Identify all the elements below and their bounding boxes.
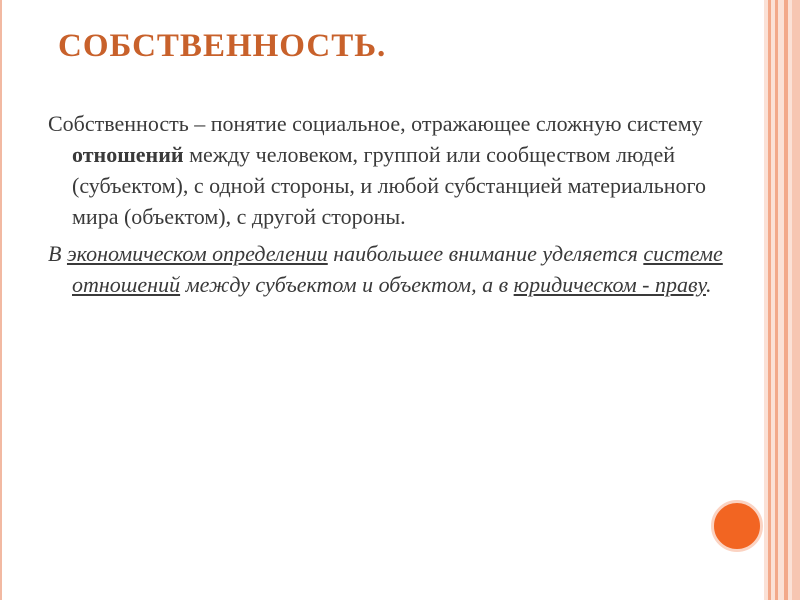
system-of-relations-term: системе отношений bbox=[72, 241, 723, 297]
paragraph-text: В bbox=[48, 241, 67, 266]
legal-right-term: юридическом - праву bbox=[513, 272, 706, 297]
definition-text-continued: между человеком, группой или сообществом людей (субъектом), с одной стороны, и любой субстанцией материального мира (объектом), с другой стороны. bbox=[72, 142, 707, 229]
economic-definition-term: экономическом определении bbox=[66, 241, 328, 266]
paragraph-text: . bbox=[705, 272, 712, 297]
paragraph-text: между субъектом и объектом, а в bbox=[180, 272, 514, 297]
decorative-stripe bbox=[784, 0, 788, 600]
definition-paragraph bbox=[48, 108, 748, 232]
decorative-circle bbox=[711, 500, 763, 552]
slide-title: СОБСТВЕННОСТЬ. bbox=[58, 28, 387, 64]
left-border bbox=[0, 0, 2, 600]
decorative-stripe bbox=[775, 0, 778, 600]
paragraph-text: наибольшее внимание уделяется bbox=[327, 241, 644, 266]
decorative-stripe bbox=[768, 0, 771, 600]
decorative-stripe bbox=[792, 0, 800, 600]
definition-bold-term: отношений bbox=[72, 142, 184, 167]
slide-body bbox=[48, 108, 748, 306]
definition-text: Собственность – понятие социальное, отражающее сложную систему bbox=[48, 111, 703, 136]
economic-legal-paragraph bbox=[48, 238, 748, 300]
